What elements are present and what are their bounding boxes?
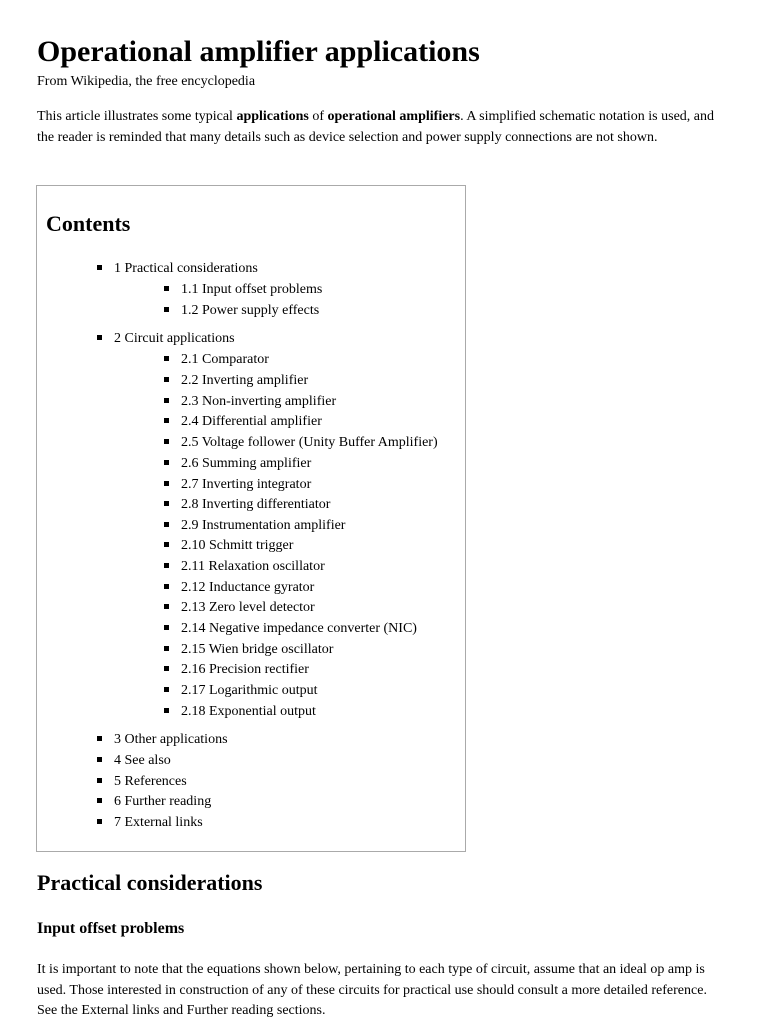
bullet-icon — [97, 736, 102, 741]
bullet-icon — [164, 307, 169, 312]
toc-item — [164, 661, 309, 679]
toc-item — [164, 620, 417, 638]
bullet-icon — [164, 356, 169, 361]
toc-item — [164, 413, 322, 431]
bullet-icon — [164, 398, 169, 403]
intro-link-applications[interactable]: applications — [236, 109, 309, 124]
toc-item — [164, 455, 311, 473]
bullet-icon — [164, 625, 169, 630]
toc-link[interactable]: 1.1 Input offset problems — [181, 282, 323, 297]
toc-link[interactable]: 6 Further reading — [114, 794, 212, 809]
toc-link[interactable]: 2.3 Non-inverting amplifier — [181, 394, 337, 409]
toc-link[interactable]: 2.5 Voltage follower (Unity Buffer Amplifier) — [181, 435, 438, 450]
intro-text-1: This article illustrates some typical — [37, 109, 237, 124]
bullet-icon — [164, 542, 169, 547]
bullet-icon — [97, 265, 102, 270]
toc-item — [164, 372, 308, 390]
section-heading: Practical considerations — [37, 870, 263, 895]
toc-link[interactable]: 4 See also — [114, 753, 171, 768]
site-tagline: From Wikipedia, the free encyclopedia — [37, 74, 256, 89]
toc-item — [164, 703, 316, 721]
bullet-icon — [164, 584, 169, 589]
bullet-icon — [164, 604, 169, 609]
toc-link[interactable]: 2.2 Inverting amplifier — [181, 373, 309, 388]
toc-item — [164, 599, 315, 617]
bullet-icon — [164, 708, 169, 713]
toc-link[interactable]: 2.1 Comparator — [181, 352, 269, 367]
toc-link[interactable]: 5 References — [114, 774, 187, 789]
subsection-heading: Input offset problems — [37, 920, 185, 937]
toc-item — [97, 330, 235, 348]
toc-item — [164, 496, 330, 514]
intro-link-operational-amplifiers[interactable]: operational amplifiers — [327, 109, 461, 124]
toc-link[interactable]: 2.12 Inductance gyrator — [181, 580, 315, 595]
bullet-icon — [164, 687, 169, 692]
toc-link[interactable]: 2.13 Zero level detector — [181, 600, 315, 615]
toc-title: Contents — [46, 211, 131, 236]
bullet-icon — [164, 563, 169, 568]
toc-item — [164, 351, 269, 369]
toc-item — [97, 773, 187, 791]
bullet-icon — [164, 460, 169, 465]
toc-link[interactable]: 2.14 Negative impedance converter (NIC) — [181, 621, 417, 636]
bullet-icon — [164, 377, 169, 382]
toc-link[interactable]: 2 Circuit applications — [114, 331, 235, 346]
toc-item — [164, 434, 438, 452]
bullet-icon — [97, 798, 102, 803]
toc-link[interactable]: 2.8 Inverting differentiator — [181, 497, 331, 512]
toc-link[interactable]: 2.11 Relaxation oscillator — [181, 559, 325, 574]
toc-link[interactable]: 3 Other applications — [114, 732, 228, 747]
toc-item — [97, 752, 171, 770]
page-title: Operational amplifier applications — [37, 35, 480, 68]
bullet-icon — [97, 335, 102, 340]
bullet-icon — [164, 522, 169, 527]
bullet-icon — [164, 286, 169, 291]
toc-item — [164, 537, 293, 555]
toc-item — [164, 682, 317, 700]
bullet-icon — [164, 666, 169, 671]
toc-link[interactable]: 1.2 Power supply effects — [181, 303, 320, 318]
bullet-icon — [164, 481, 169, 486]
toc-item — [164, 393, 336, 411]
bullet-icon — [164, 501, 169, 506]
toc-link[interactable]: 2.9 Instrumentation amplifier — [181, 518, 346, 533]
intro-text-2: of — [308, 109, 328, 124]
toc-link[interactable]: 2.6 Summing amplifier — [181, 456, 312, 471]
toc-link[interactable]: 2.7 Inverting integrator — [181, 477, 312, 492]
intro-paragraph — [37, 107, 727, 148]
toc-link[interactable]: 2.17 Logarithmic output — [181, 683, 318, 698]
bullet-icon — [164, 439, 169, 444]
toc-link[interactable]: 2.10 Schmitt trigger — [181, 538, 294, 553]
bullet-icon — [97, 757, 102, 762]
bullet-icon — [164, 418, 169, 423]
toc-item — [164, 302, 319, 320]
toc-item — [97, 260, 258, 278]
toc-item — [97, 731, 228, 749]
toc-item — [164, 641, 333, 659]
toc-link[interactable]: 2.18 Exponential output — [181, 704, 316, 719]
toc-item — [164, 281, 322, 299]
bullet-icon — [164, 646, 169, 651]
intro-text-3: . A simplified schematic notation is used, and the reader is reminded that many details such as device selection and power supply connections are not shown. — [37, 109, 715, 145]
bullet-icon — [97, 778, 102, 783]
toc-item — [164, 558, 325, 576]
bullet-icon — [97, 819, 102, 824]
toc-link[interactable]: 7 External links — [114, 815, 203, 830]
toc-item — [97, 793, 211, 811]
toc-item — [164, 517, 345, 535]
toc-item — [97, 814, 203, 832]
toc-item — [164, 579, 314, 597]
toc-link[interactable]: 2.4 Differential amplifier — [181, 414, 322, 429]
toc-link[interactable]: 2.16 Precision rectifier — [181, 662, 309, 677]
toc-item — [164, 476, 311, 494]
toc-link[interactable]: 2.15 Wien bridge oscillator — [181, 642, 334, 657]
toc-link[interactable]: 1 Practical considerations — [114, 261, 258, 276]
section-paragraph: It is important to note that the equations shown below, pertaining to each type of circuit, assume that an ideal op amp is used. Those interested in construction of any of these circuits for practical use should consult a more detailed reference. See the External links and Further reading sections. — [37, 962, 707, 1018]
